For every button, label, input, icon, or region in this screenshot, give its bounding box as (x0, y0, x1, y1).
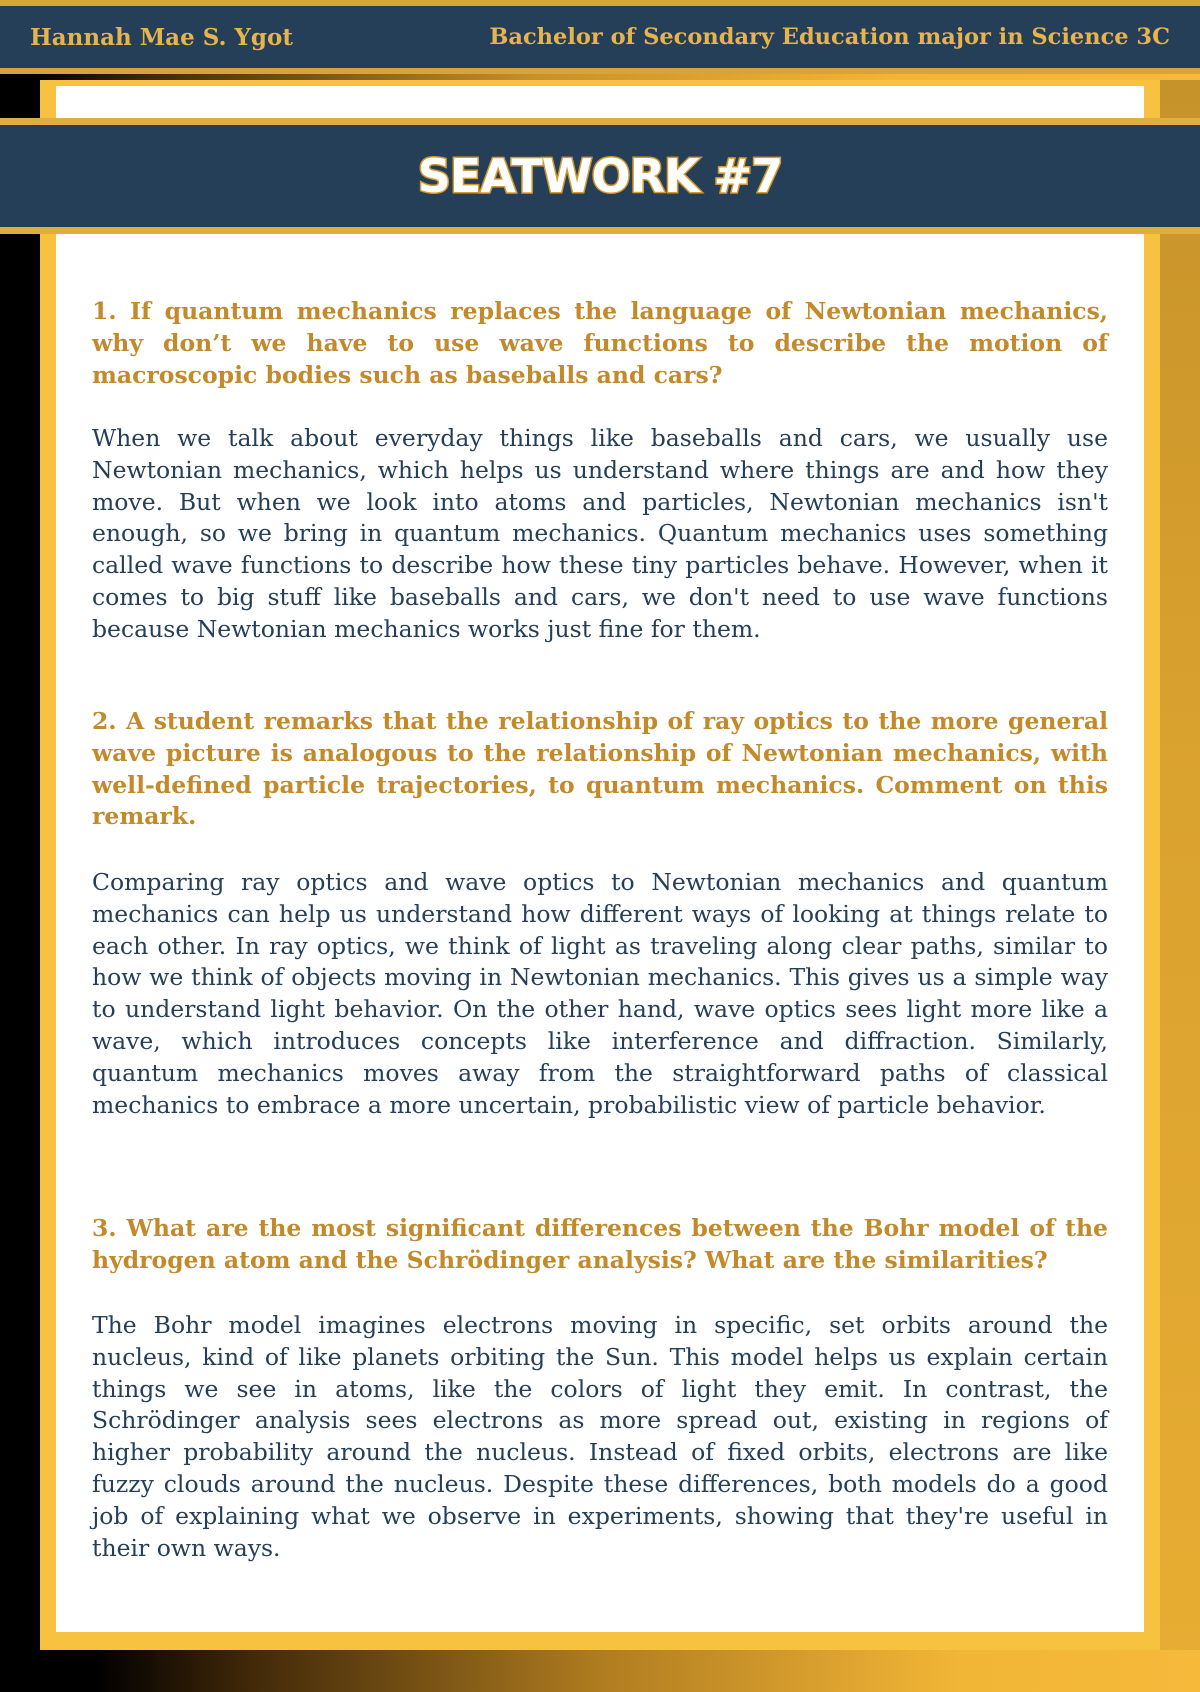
question-2: 2. A student remarks that the relationship of ray optics to the more general wave picture is analogous to the relationship of Newtonian mechanics, with well-defined particle trajectories, to quantum mechanics. Comment on this remark. (92, 707, 1108, 831)
page-title: SEATWORK #7 (417, 149, 783, 203)
answer-block-3 (92, 1310, 1108, 1564)
answer-block-1 (92, 423, 1108, 646)
bottom-decor-strip (0, 1650, 1200, 1692)
answer-1: When we talk about everyday things like baseballs and cars, we usually use Newtonian mechanics, which helps us understand where things are and how they move. But when we look into atoms and particles, Newtonian mechanics isn't enough, so we bring in quantum mechanics. Quantum mechanics uses something called wave functions to describe how these tiny particles behave. However, when it comes to big stuff like baseballs and cars, we don't need to use wave functions because Newtonian mechanics works just fine for them. (92, 424, 1108, 643)
answer-block-2 (92, 867, 1108, 1121)
right-decor-band (1158, 80, 1200, 1692)
title-bar (0, 118, 1200, 234)
program-name: Bachelor of Secondary Education major in Science 3C (489, 24, 1170, 50)
answer-3: The Bohr model imagines electrons moving in specific, set orbits around the nucleus, kind of like planets orbiting the Sun. This model helps us explain certain things we see in atoms, like the colors of light they emit. In contrast, the Schrödinger analysis sees electrons as more spread out, existing in regions of higher probability around the nucleus. Instead of fixed orbits, electrons are like fuzzy clouds around the nucleus. Despite these differences, both models do a good job of explaining what we observe in experiments, showing that they're useful in their own ways. (92, 1311, 1108, 1562)
qa-item-1 (92, 296, 1108, 391)
question-3: 3. What are the most significant differences between the Bohr model of the hydrogen atom and the Schrödinger analysis? What are the similarities? (92, 1214, 1108, 1274)
question-1: 1. If quantum mechanics replaces the language of Newtonian mechanics, why don’t we have to use wave functions to describe the motion of macroscopic bodies such as baseballs and cars? (92, 297, 1108, 389)
answer-2: Comparing ray optics and wave optics to Newtonian mechanics and quantum mechanics can help us understand how different ways of looking at things relate to each other. In ray optics, we think of light as traveling along clear paths, similar to how we think of objects moving in Newtonian mechanics. This gives us a simple way to understand light behavior. On the other hand, wave optics sees light more like a wave, which introduces concepts like interference and diffraction. Similarly, quantum mechanics moves away from the straightforward paths of classical mechanics to embrace a more uncertain, probabilistic view of particle behavior. (92, 868, 1108, 1119)
student-name: Hannah Mae S. Ygot (30, 24, 293, 51)
left-decor-band (0, 80, 40, 1692)
header-bar (0, 0, 1200, 74)
qa-item-3 (92, 1213, 1108, 1277)
qa-item-2 (92, 706, 1108, 833)
